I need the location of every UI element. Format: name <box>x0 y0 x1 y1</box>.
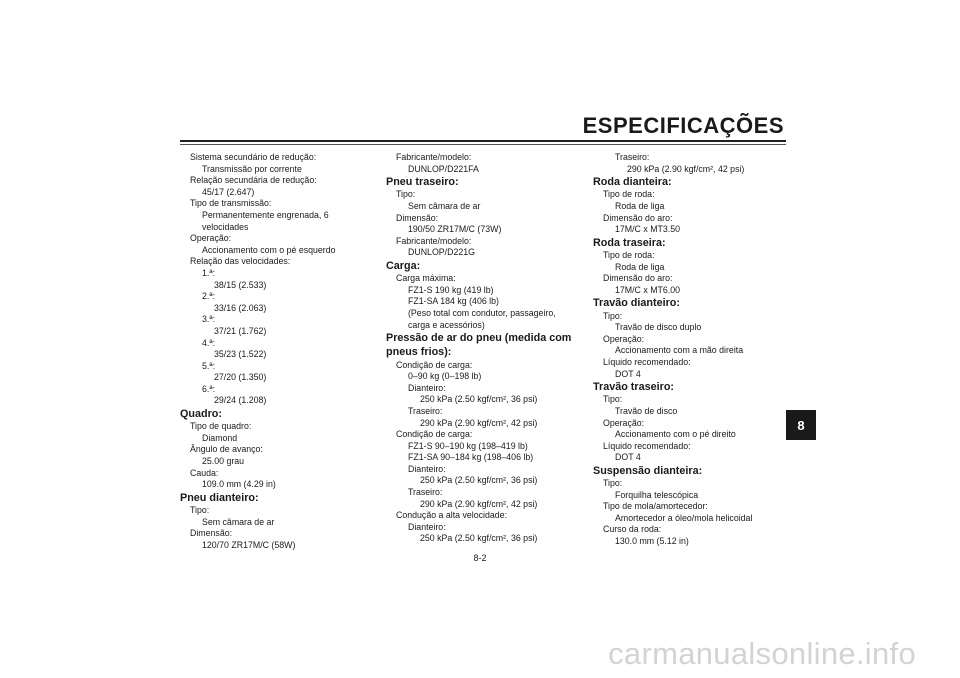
spec-value: Travão de disco duplo <box>615 322 702 333</box>
spec-label: Condição de carga: <box>396 359 473 370</box>
spec-label: Tipo de roda: <box>603 189 655 200</box>
spec-value: Dianteiro: <box>408 521 446 532</box>
title-rule-thin <box>180 144 786 145</box>
spec-label: Fabricante/modelo: <box>396 152 472 162</box>
watermark: carmanualsonline.info <box>608 636 916 671</box>
spec-value: Dianteiro: <box>408 463 446 474</box>
spec-value: FZ1-S 190 kg (419 lb) <box>408 284 494 295</box>
spec-value: 250 kPa (2.50 kgf/cm², 36 psi) <box>420 394 538 405</box>
section-heading: Carga: <box>386 259 421 272</box>
spec-value: velocidades <box>202 221 249 232</box>
spec-label: Curso da roda: <box>603 524 662 535</box>
spec-label: Condução a alta velocidade: <box>396 510 508 521</box>
spec-label: Dimensão do aro: <box>603 273 673 284</box>
section-heading: pneus frios): <box>386 346 452 359</box>
spec-value: 35/23 (1.522) <box>214 349 267 360</box>
spec-label: Tipo: <box>603 394 623 405</box>
spec-label: Sistema secundário de redução: <box>190 152 317 162</box>
spec-value: 25.00 grau <box>202 456 245 467</box>
section-heading: Pneu dianteiro: <box>180 491 259 504</box>
spec-column-3 <box>593 152 783 548</box>
spec-value: Sem câmara de ar <box>408 200 481 211</box>
spec-label: Tipo de mola/amortecedor: <box>603 501 708 512</box>
spec-value: FZ1-SA 90–184 kg (198–406 lb) <box>408 452 534 463</box>
spec-label: Condição de carga: <box>396 429 473 440</box>
spec-value: 5.ª: <box>202 360 216 371</box>
spec-value: (Peso total com condutor, passageiro, <box>408 307 556 318</box>
spec-value: 45/17 (2.647) <box>202 186 255 197</box>
spec-value: Amortecedor a óleo/mola helicoidal <box>615 512 753 523</box>
spec-column-1 <box>180 152 370 551</box>
page-title: ESPECIFICAÇÕES <box>582 113 784 138</box>
spec-label: Dimensão: <box>190 528 233 539</box>
section-heading: Roda traseira: <box>593 236 666 249</box>
spec-value: Accionamento com o pé esquerdo <box>202 244 336 255</box>
spec-label: Tipo de roda: <box>603 249 655 260</box>
section-heading: Roda dianteira: <box>593 176 672 189</box>
spec-label: Tipo: <box>396 189 416 200</box>
spec-value: Permanentemente engrenada, 6 <box>202 209 329 220</box>
spec-value: 290 kPa (2.90 kgf/cm², 42 psi) <box>420 498 538 509</box>
section-heading: Travão traseiro: <box>593 381 675 394</box>
spec-value: 3.ª: <box>202 314 216 325</box>
spec-label: Tipo: <box>190 505 210 516</box>
spec-label: Tipo de quadro: <box>190 421 252 432</box>
spec-value: 29/24 (1.208) <box>214 395 267 406</box>
spec-value: 250 kPa (2.50 kgf/cm², 36 psi) <box>420 475 538 486</box>
spec-value: carga e acessórios) <box>408 319 485 330</box>
spec-label: Líquido recomendado: <box>603 440 691 451</box>
spec-value: 290 kPa (2.90 kgf/cm², 42 psi) <box>420 417 538 428</box>
spec-value: Traseiro: <box>615 152 650 162</box>
spec-value: 120/70 ZR17M/C (58W) <box>202 539 296 550</box>
page-number: 8-2 <box>473 553 487 563</box>
spec-value: 250 kPa (2.50 kgf/cm², 36 psi) <box>420 533 538 544</box>
spec-value: FZ1-S 90–190 kg (198–419 lb) <box>408 440 528 451</box>
spec-label: Fabricante/modelo: <box>396 235 472 246</box>
spec-value: 1.ª: <box>202 267 216 278</box>
section-heading: Suspensão dianteira: <box>593 464 703 477</box>
spec-value: DOT 4 <box>615 452 641 463</box>
spec-label: Dimensão: <box>396 212 439 223</box>
spec-value: 27/20 (1.350) <box>214 372 267 383</box>
spec-value: Accionamento com a mão direita <box>615 345 744 356</box>
spec-label: Operação: <box>603 333 645 344</box>
spec-value: 33/16 (2.063) <box>214 302 267 313</box>
spec-value: 17M/C x MT3.50 <box>615 224 681 235</box>
section-heading: Pneu traseiro: <box>386 176 459 189</box>
spec-label: Líquido recomendado: <box>603 356 691 367</box>
spec-value: Roda de liga <box>615 261 665 272</box>
section-heading: Travão dianteiro: <box>593 297 680 310</box>
spec-value: 17M/C x MT6.00 <box>615 284 681 295</box>
spec-label: Tipo: <box>603 310 623 321</box>
spec-value: Roda de liga <box>615 200 665 211</box>
spec-value: Diamond <box>202 432 238 443</box>
spec-value: FZ1-SA 184 kg (406 lb) <box>408 296 499 307</box>
spec-label: Cauda: <box>190 467 219 478</box>
spec-value: 109.0 mm (4.29 in) <box>202 479 276 490</box>
spec-label: Relação das velocidades: <box>190 256 291 267</box>
section-heading: Quadro: <box>180 408 222 421</box>
spec-value: Sem câmara de ar <box>202 516 275 527</box>
title-rule <box>180 140 786 142</box>
chapter-tab[interactable]: 8 <box>786 410 816 440</box>
spec-value: Traseiro: <box>408 405 443 416</box>
spec-label: Relação secundária de redução: <box>190 175 317 186</box>
spec-value: 6.ª: <box>202 383 216 394</box>
spec-label: Tipo de transmissão: <box>190 198 272 209</box>
spec-value: Traseiro: <box>408 487 443 498</box>
spec-value: Dianteiro: <box>408 382 446 393</box>
section-heading: Pressão de ar do pneu (medida com <box>386 332 572 345</box>
spec-value: Travão de disco <box>615 405 678 416</box>
spec-value: 190/50 ZR17M/C (73W) <box>408 224 502 235</box>
spec-column-2 <box>386 152 576 545</box>
spec-value: 38/15 (2.533) <box>214 279 267 290</box>
spec-value: 0–90 kg (0–198 lb) <box>408 371 482 382</box>
spec-value: 4.ª: <box>202 337 216 348</box>
spec-label: Dimensão do aro: <box>603 212 673 223</box>
spec-value: 130.0 mm (5.12 in) <box>615 536 689 547</box>
spec-value: DUNLOP/D221G <box>408 247 475 258</box>
spec-value: 2.ª: <box>202 291 216 302</box>
spec-value: DUNLOP/D221FA <box>408 163 479 174</box>
spec-value: Forquilha telescópica <box>615 489 699 500</box>
spec-label: Operação: <box>603 417 645 428</box>
spec-value: DOT 4 <box>615 368 641 379</box>
spec-label: Tipo: <box>603 478 623 489</box>
spec-label: Operação: <box>190 233 232 244</box>
spec-value: 290 kPa (2.90 kgf/cm², 42 psi) <box>627 163 745 174</box>
spec-value: Transmissão por corrente <box>202 163 302 174</box>
spec-value: Accionamento com o pé direito <box>615 429 736 440</box>
spec-label: Ângulo de avanço: <box>190 444 263 455</box>
spec-label: Carga máxima: <box>396 273 456 284</box>
spec-value: 37/21 (1.762) <box>214 325 267 336</box>
